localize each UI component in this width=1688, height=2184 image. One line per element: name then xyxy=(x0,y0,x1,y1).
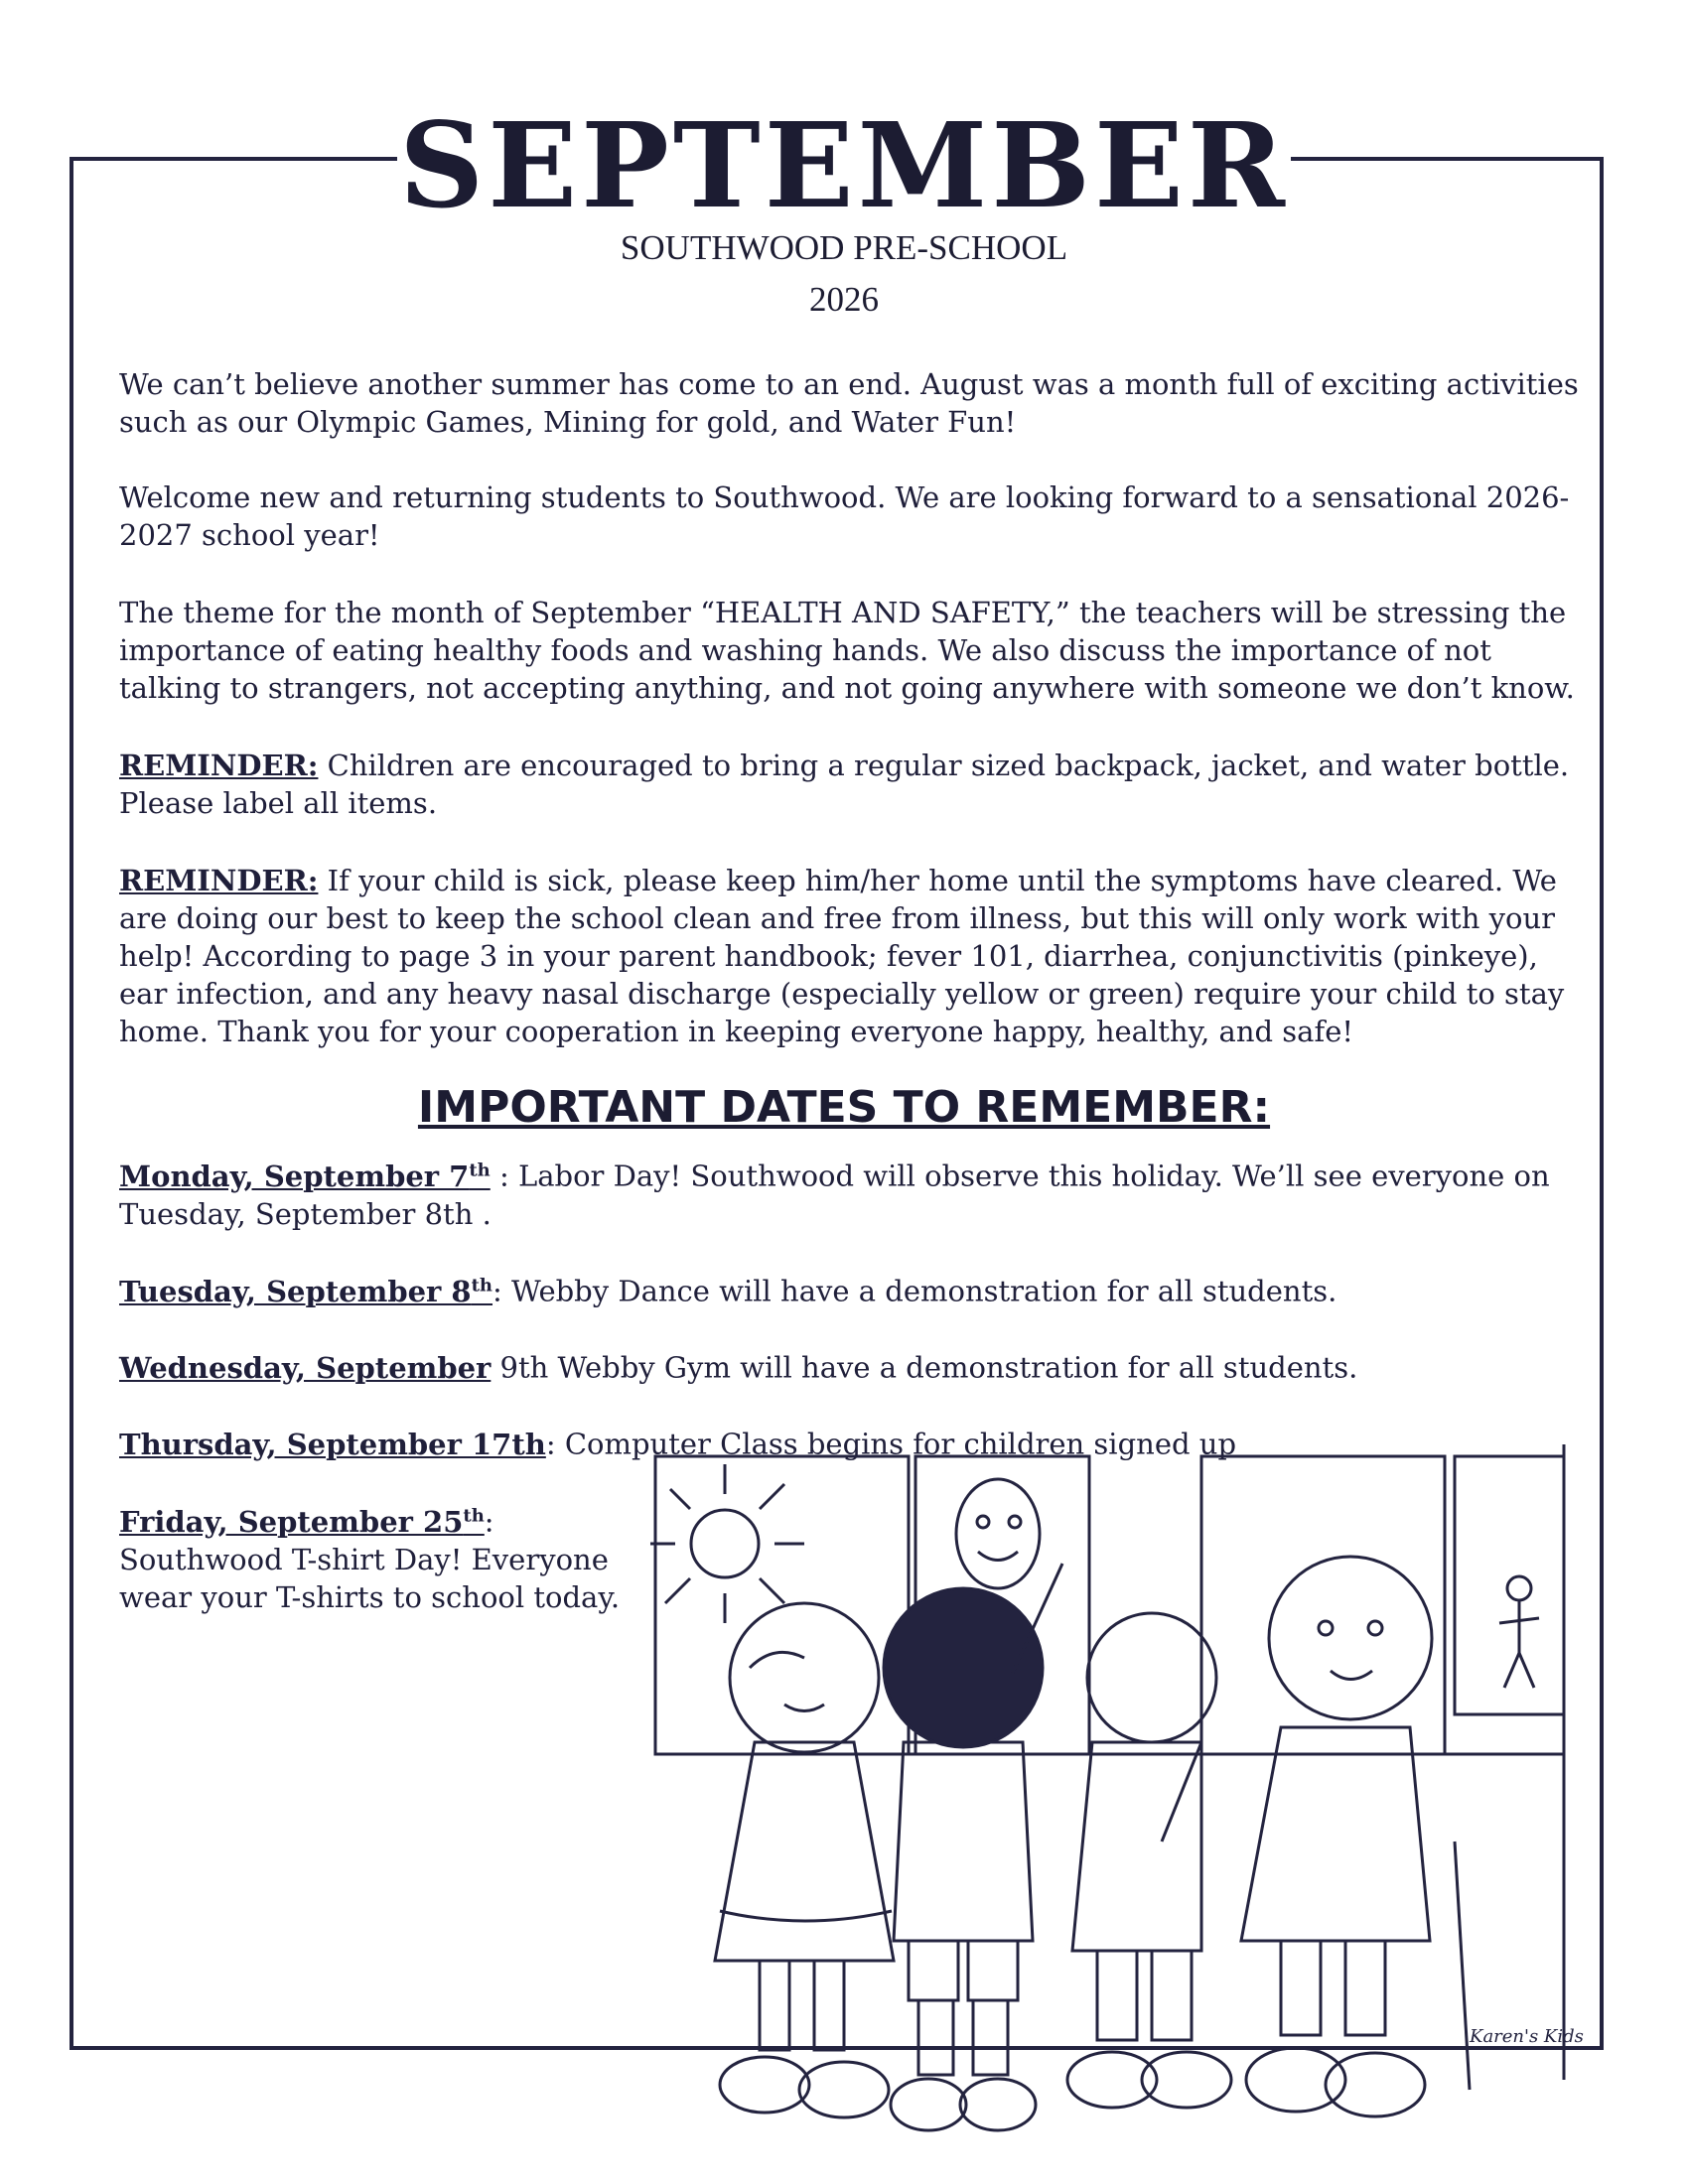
date-text: Southwood T-shirt Day! Everyone wear your T-shirts to school today. xyxy=(119,1542,621,1614)
date-text: : Labor Day! Southwood will observe this holiday. We’ll see everyone on Tuesday, September 8th . xyxy=(119,1159,1550,1231)
month-title: SEPTEMBER xyxy=(397,91,1291,240)
date-item-tshirt-day: Friday, September 25th: Southwood T-shirt Day! Everyone wear your T-shirts to school today. xyxy=(119,1504,621,1614)
date-text: : Computer Class begins for children signed up xyxy=(545,1427,1237,1461)
date-label: Friday, September 25th xyxy=(119,1504,485,1539)
date-label: Tuesday, September 8th xyxy=(119,1274,493,1308)
school-year: 2026 xyxy=(809,280,879,319)
important-dates-heading: IMPORTANT DATES TO REMEMBER: xyxy=(417,1082,1271,1133)
date-item-labor-day xyxy=(119,1152,1589,1233)
date-label: Thursday, September 17th xyxy=(119,1427,546,1461)
theme-paragraph: The theme for the month of September “HEALTH AND SAFETY,” the teachers will be stressing the importance of eating healthy foods and washing hands. We also discuss the importance of not talking to strangers, not accepting anything, and not going anywhere with someone we don’t know. xyxy=(119,596,1575,705)
reminder-text: If your child is sick, please keep him/her home until the symptoms have cleared. We are doing our best to keep the school clean and free from illness, but this will only work with your help! According to page 3 in your parent handbook; fever 101, diarrhea, conjunctivitis (pinkeye), ear infection, and any heavy nasal discharge (especially yellow or green) require your child to stay home. Thank you for your cooperation in keeping everyone happy, healthy, and safe! xyxy=(119,864,1565,1048)
school-name: SOUTHWOOD PRE-SCHOOL xyxy=(620,228,1068,267)
date-text: 9th Webby Gym will have a demonstration for all students. xyxy=(491,1350,1358,1385)
children-painting-illustration xyxy=(645,1444,1599,2154)
date-text: : Webby Dance will have a demonstration for all students. xyxy=(492,1274,1337,1308)
reminder-sickness xyxy=(119,862,1589,1050)
reminder-label: REMINDER: xyxy=(119,749,319,782)
date-item-webby-dance xyxy=(119,1267,1589,1310)
reminder-label: REMINDER: xyxy=(119,864,319,897)
date-label: Monday, September 7th xyxy=(119,1159,491,1193)
reminder-backpack xyxy=(119,747,1589,822)
welcome-paragraph: Welcome new and returning students to Southwood. We are looking forward to a sensational 2026-2027 school year! xyxy=(119,480,1570,552)
reminder-text: Children are encouraged to bring a regular sized backpack, jacket, and water bottle. Please label all items. xyxy=(119,749,1570,820)
illustrator-signature: Karen's Kids xyxy=(1470,2026,1584,2047)
date-label: Wednesday, September xyxy=(119,1350,492,1385)
intro-paragraph: We can’t believe another summer has come to an end. August was a month full of exciting activities such as our Olympic Games, Mining for gold, and Water Fun! xyxy=(119,367,1579,439)
date-item-webby-gym xyxy=(119,1343,1589,1387)
